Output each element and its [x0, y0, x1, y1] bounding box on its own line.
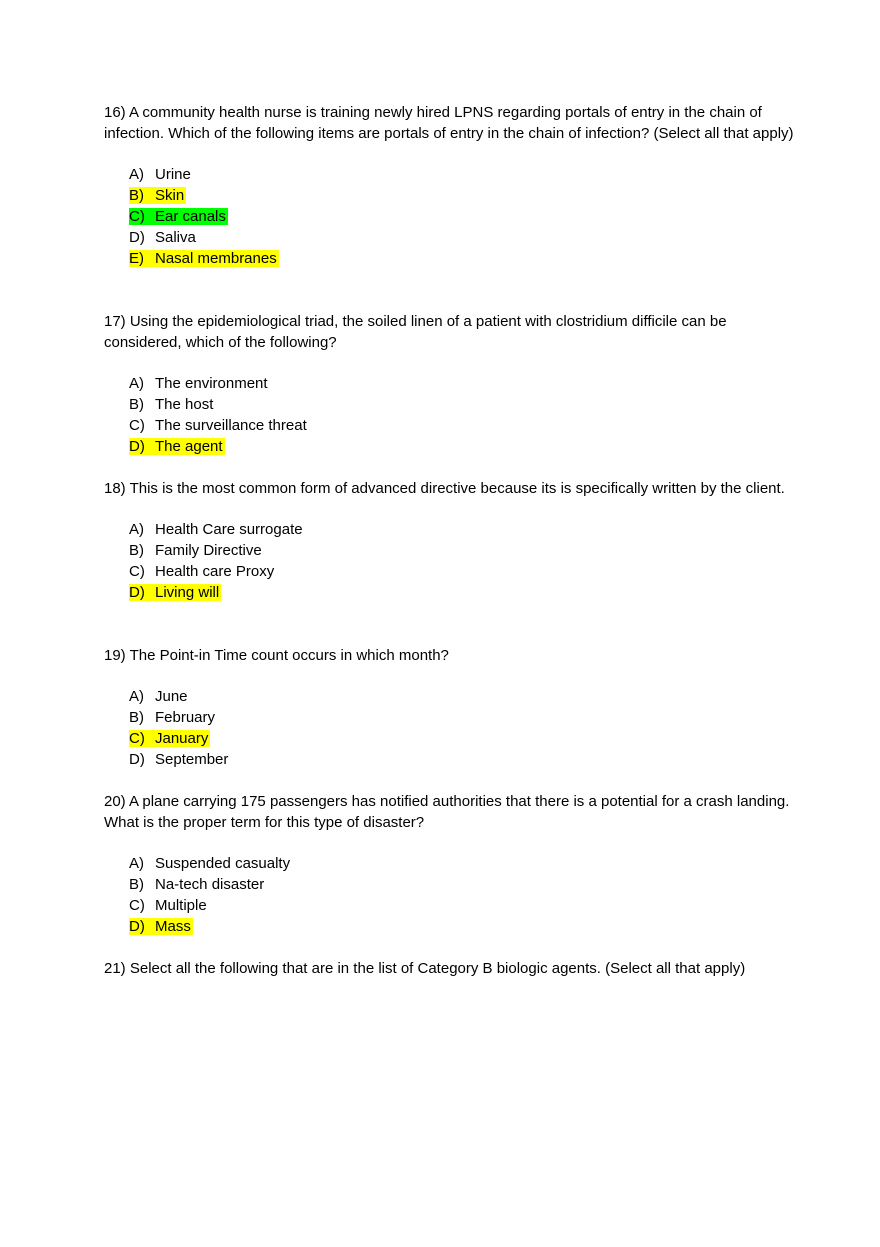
option-b	[129, 185, 794, 206]
question-stem: 16) A community health nurse is training newly hired LPNS regarding portals of entry in the chain of infection. Which of the following items are portals of entry in the chain of infection? (Select all that apply)	[104, 104, 794, 142]
option-letter: B)	[129, 542, 144, 559]
option-text: Urine	[155, 166, 191, 183]
option-letter: C)	[129, 208, 145, 225]
option-letter: B)	[129, 396, 144, 413]
option-c	[129, 895, 794, 916]
option-d	[129, 749, 794, 770]
answer-highlight	[129, 584, 221, 601]
answer-highlight	[129, 730, 210, 747]
answer-highlight	[129, 208, 228, 225]
option-text: The environment	[155, 375, 268, 392]
option-a	[129, 686, 794, 707]
option-text: September	[155, 751, 229, 768]
option-letter: D)	[129, 229, 145, 246]
question-stem: 17) Using the epidemiological triad, the soiled linen of a patient with clostridium difficile can be considered, which of the following?	[104, 313, 727, 351]
option-d	[129, 582, 794, 603]
option-text: Nasal membranes	[155, 250, 277, 267]
option-letter: A)	[129, 855, 144, 872]
question-19	[104, 645, 794, 770]
question-stem: 20) A plane carrying 175 passengers has notified authorities that there is a potential for a crash landing. What is the proper term for this type of disaster?	[104, 793, 790, 831]
option-a	[129, 853, 794, 874]
option-letter: A)	[129, 688, 144, 705]
option-text: Multiple	[155, 897, 207, 914]
answer-options	[104, 853, 794, 937]
option-text: Living will	[155, 584, 220, 601]
option-text: Na-tech disaster	[155, 876, 265, 893]
option-text: Mass	[155, 918, 191, 935]
option-d	[129, 436, 794, 457]
answer-options	[104, 164, 794, 269]
option-letter: E)	[129, 250, 144, 267]
option-letter: C)	[129, 730, 145, 747]
answer-highlight	[129, 187, 186, 204]
option-text: February	[155, 709, 216, 726]
option-letter: D)	[129, 438, 145, 455]
option-b	[129, 874, 794, 895]
option-letter: B)	[129, 876, 144, 893]
option-letter: C)	[129, 897, 145, 914]
question-16	[104, 102, 794, 269]
question-18	[104, 478, 794, 603]
option-letter: D)	[129, 584, 145, 601]
option-letter: A)	[129, 166, 144, 183]
option-letter: C)	[129, 417, 145, 434]
option-text: Health Care surrogate	[155, 521, 303, 538]
option-c	[129, 415, 794, 436]
option-letter: A)	[129, 375, 144, 392]
option-c	[129, 728, 794, 749]
option-a	[129, 164, 794, 185]
option-b	[129, 540, 794, 561]
option-letter: B)	[129, 187, 144, 204]
answer-options	[104, 686, 794, 770]
option-text: Ear canals	[155, 208, 226, 225]
answer-options	[104, 519, 794, 603]
option-e	[129, 248, 794, 269]
option-d	[129, 916, 794, 937]
option-letter: D)	[129, 751, 145, 768]
answer-highlight	[129, 438, 225, 455]
option-text: The host	[155, 396, 214, 413]
option-text: The agent	[155, 438, 223, 455]
option-text: June	[155, 688, 188, 705]
answer-highlight	[129, 918, 193, 935]
option-b	[129, 394, 794, 415]
option-text: Family Directive	[155, 542, 262, 559]
option-letter: C)	[129, 563, 145, 580]
answer-options	[104, 373, 794, 457]
option-d	[129, 227, 794, 248]
option-text: Suspended casualty	[155, 855, 291, 872]
option-text: The surveillance threat	[155, 417, 307, 434]
question-17	[104, 311, 794, 457]
question-20	[104, 791, 794, 937]
question-stem: 19) The Point-in Time count occurs in which month?	[104, 647, 449, 664]
question-stem: 18) This is the most common form of advanced directive because its is specifically written by the client.	[104, 480, 785, 497]
answer-highlight	[129, 250, 279, 267]
option-letter: A)	[129, 521, 144, 538]
option-c	[129, 561, 794, 582]
option-letter: D)	[129, 918, 145, 935]
option-a	[129, 373, 794, 394]
option-text: Health care Proxy	[155, 563, 275, 580]
option-c	[129, 206, 794, 227]
option-b	[129, 707, 794, 728]
option-text: Skin	[155, 187, 185, 204]
option-text: Saliva	[155, 229, 196, 246]
question-21	[104, 958, 794, 979]
question-stem: 21) Select all the following that are in the list of Category B biologic agents. (Select all that apply)	[104, 960, 746, 977]
option-a	[129, 519, 794, 540]
option-text: January	[155, 730, 209, 747]
option-letter: B)	[129, 709, 144, 726]
